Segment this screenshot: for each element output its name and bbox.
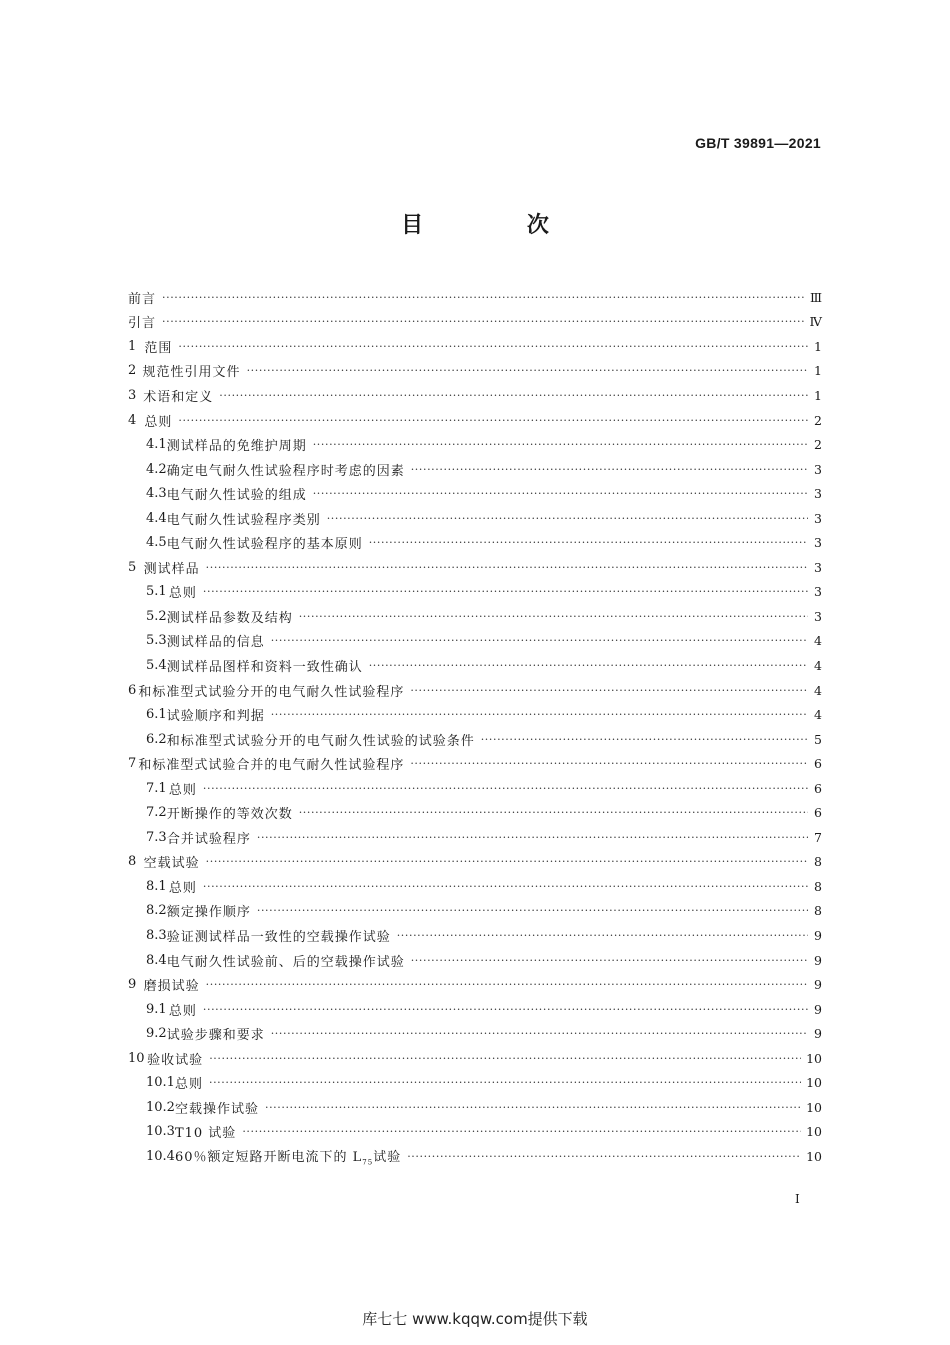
toc-entry-number: 9	[128, 977, 137, 993]
dot-leader	[313, 487, 808, 500]
toc-entry-title: 验证测试样品一致性的空载操作试验	[166, 929, 391, 945]
toc-entry[interactable]	[128, 629, 822, 654]
dot-leader	[407, 1150, 801, 1163]
toc-entry-number: 10.3	[146, 1124, 175, 1140]
toc-entry[interactable]	[128, 1071, 822, 1096]
toc-entry[interactable]	[128, 1046, 822, 1071]
toc-entry-number: 8.1	[146, 878, 167, 894]
toc-entry-number: 10	[128, 1050, 145, 1066]
dot-leader	[162, 315, 804, 328]
toc-entry[interactable]	[128, 580, 822, 605]
toc-entry-title: 引言	[128, 316, 157, 332]
toc-entry-number: 6.2	[146, 731, 167, 747]
toc-entry-title: 空载试验	[143, 856, 200, 872]
toc-entry-number: 4.2	[146, 461, 167, 477]
toc-entry-number: 10.1	[146, 1075, 175, 1091]
toc-entry[interactable]	[128, 359, 822, 384]
toc-entry-number: 3	[128, 387, 137, 403]
toc-entry-title: 前言	[128, 291, 157, 307]
toc-entry-title: 和标准型式试验分开的电气耐久性试验的试验条件	[166, 733, 475, 749]
toc-entry[interactable]	[128, 850, 822, 875]
toc-entry-number: 5.1	[146, 584, 167, 600]
toc-entry-page: 10	[806, 1148, 822, 1164]
toc-entry-title: 测试样品的信息	[166, 635, 265, 651]
toc-entry-page: 4	[814, 633, 822, 649]
toc-entry-number: 10.4	[146, 1148, 175, 1164]
toc-entry[interactable]	[128, 997, 822, 1022]
toc-entry-title: 总则	[174, 1077, 203, 1093]
toc-entry[interactable]	[128, 1144, 822, 1169]
page-number: I	[795, 1192, 800, 1206]
toc-entry-title: 电气耐久性试验前、后的空载操作试验	[166, 954, 405, 970]
toc-entry-title: T10 试验	[174, 1126, 237, 1142]
toc-entry-title: 和标准型式试验分开的电气耐久性试验程序	[138, 684, 405, 700]
toc-entry-number: 8.4	[146, 952, 167, 968]
dot-leader	[203, 585, 808, 598]
toc-entry-page: 1	[814, 363, 822, 379]
toc-entry[interactable]	[128, 776, 822, 801]
toc-entry-page: 8	[814, 878, 822, 894]
dot-leader	[257, 831, 808, 844]
dot-leader	[178, 340, 808, 353]
toc-entry-page: 3	[814, 584, 822, 600]
toc-entry-number: 8.2	[146, 903, 167, 919]
toc-entry-page: 9	[814, 952, 822, 968]
download-watermark: 库七七 www.kqqw.com提供下载	[362, 1310, 588, 1328]
toc-entry-page: 9	[814, 1001, 822, 1017]
toc-entry[interactable]	[128, 432, 822, 457]
toc-entry-number: 5.4	[146, 657, 167, 673]
toc-entry-page: 1	[814, 387, 822, 403]
toc-entry-page: 3	[814, 559, 822, 575]
toc-entry-title: 总则	[144, 414, 173, 430]
toc-entry-number: 7.3	[146, 829, 167, 845]
toc-entry-page: 10	[806, 1099, 822, 1115]
dot-leader	[411, 463, 808, 476]
toc-entry-title: 总则	[168, 880, 197, 896]
toc-entry-number: 7	[128, 756, 137, 772]
toc-entry-page: 6	[814, 780, 822, 796]
dot-leader	[397, 929, 808, 942]
dot-leader	[242, 1125, 801, 1138]
toc-entry[interactable]	[128, 383, 822, 408]
toc-entry[interactable]	[128, 874, 822, 899]
dot-leader	[313, 438, 808, 451]
dot-leader	[265, 1101, 801, 1114]
toc-entry-title: 总则	[168, 586, 197, 602]
toc-entry[interactable]	[128, 727, 822, 752]
toc-entry-title: 电气耐久性试验的组成	[166, 488, 307, 504]
dot-leader	[219, 389, 808, 402]
toc-entry[interactable]	[128, 825, 822, 850]
toc-entry[interactable]	[128, 408, 822, 433]
toc-entry-title: 开断操作的等效次数	[166, 807, 293, 823]
page-title: 目 次	[401, 213, 597, 238]
toc-entry-page: 9	[814, 1026, 822, 1042]
toc-entry-page: 6	[814, 805, 822, 821]
toc-entry[interactable]	[128, 800, 822, 825]
toc-entry[interactable]	[128, 948, 822, 973]
toc-entry-page: Ⅳ	[809, 314, 822, 330]
toc-entry-page: 3	[814, 486, 822, 502]
toc-entry-number: 7.1	[146, 780, 167, 796]
dot-leader	[203, 1003, 808, 1016]
dot-leader	[411, 954, 808, 967]
toc-entry-number: 6	[128, 682, 137, 698]
dot-leader	[481, 733, 808, 746]
toc-entry[interactable]	[128, 1095, 822, 1120]
toc-entry[interactable]	[128, 555, 822, 580]
toc-entry-number: 6.1	[146, 707, 167, 723]
toc-entry-number: 4.1	[146, 437, 167, 453]
toc-entry[interactable]	[128, 751, 822, 776]
toc-entry-title: 试验步骤和要求	[166, 1028, 265, 1044]
toc-entry-number: 8	[128, 854, 137, 870]
toc-entry[interactable]	[128, 899, 822, 924]
toc-entry-number: 5.3	[146, 633, 167, 649]
toc-entry-page: 10	[806, 1075, 822, 1091]
toc-entry-number: 4.5	[146, 535, 167, 551]
toc-entry[interactable]	[128, 530, 822, 555]
toc-entry-title: 试验顺序和判据	[166, 709, 265, 725]
dot-leader	[299, 806, 808, 819]
toc-entry-page: 4	[814, 657, 822, 673]
toc-entry[interactable]	[128, 334, 822, 359]
toc-entry-page: 8	[814, 903, 822, 919]
dot-leader	[162, 291, 805, 304]
toc-entry-page: 8	[814, 854, 822, 870]
toc-entry-title: 电气耐久性试验程序的基本原则	[166, 537, 363, 553]
dot-leader	[206, 855, 808, 868]
toc-entry-title: 合并试验程序	[166, 831, 251, 847]
toc-entry-title: 额定操作顺序	[166, 905, 251, 921]
toc-entry-page: 4	[814, 707, 822, 723]
toc-entry-number: 4	[128, 412, 137, 428]
toc-entry-title: 空载操作试验	[174, 1101, 259, 1117]
toc-entry-number: 1	[128, 338, 137, 354]
toc-entry-page: 10	[806, 1050, 822, 1066]
toc-entry-page: 3	[814, 535, 822, 551]
toc-entry-title: 测试样品图样和资料一致性确认	[166, 659, 363, 675]
toc-entry[interactable]	[128, 972, 822, 997]
toc-entry-page: 5	[814, 731, 822, 747]
toc-entry-title: 测试样品的免维护周期	[166, 439, 307, 455]
toc-entry-page: 3	[814, 608, 822, 624]
dot-leader	[410, 684, 808, 697]
toc-entry-title: 验收试验	[147, 1052, 204, 1068]
toc-entry[interactable]	[128, 285, 822, 310]
toc-entry-number: 4.3	[146, 486, 167, 502]
toc-entry-page: 4	[814, 682, 822, 698]
dot-leader	[178, 414, 808, 427]
toc-entry[interactable]	[128, 702, 822, 727]
dot-leader	[247, 364, 808, 377]
toc-entry-number: 5	[128, 559, 137, 575]
toc-entry[interactable]	[128, 457, 822, 482]
dot-leader	[410, 757, 808, 770]
toc-entry[interactable]	[128, 1120, 822, 1145]
dot-leader	[203, 880, 808, 893]
toc-entry-number: 8.3	[146, 927, 167, 943]
table-of-contents	[128, 285, 822, 1169]
dot-leader	[206, 561, 808, 574]
toc-entry-title: 测试样品	[143, 561, 200, 577]
toc-entry-title: 电气耐久性试验程序类别	[166, 512, 321, 528]
dot-leader	[203, 782, 808, 795]
toc-entry-page: 3	[814, 510, 822, 526]
toc-entry-number: 10.2	[146, 1099, 175, 1115]
toc-entry-page: Ⅲ	[809, 289, 822, 305]
dot-leader	[369, 659, 808, 672]
dot-leader	[369, 536, 808, 549]
dot-leader	[271, 708, 808, 721]
dot-leader	[271, 634, 808, 647]
toc-entry-subscript: 75	[362, 1158, 374, 1167]
toc-entry-page: 1	[814, 338, 822, 354]
toc-entry-title: 60％额定短路开断电流下的 $L_{75}$试验	[174, 1150, 402, 1167]
toc-entry-title: 规范性引用文件	[142, 365, 241, 381]
standard-code: GB/T 39891—2021	[695, 135, 821, 151]
toc-entry-title: 术语和定义	[143, 389, 214, 405]
toc-entry[interactable]	[128, 481, 822, 506]
toc-entry-number: 5.2	[146, 608, 167, 624]
toc-entry-number: 7.2	[146, 805, 167, 821]
toc-entry-title: 总则	[168, 782, 197, 798]
toc-entry-page: 7	[814, 829, 822, 845]
toc-entry[interactable]	[128, 678, 822, 703]
toc-entry-page: 3	[814, 461, 822, 477]
toc-entry-title: 总则	[168, 1003, 197, 1019]
toc-entry-page: 6	[814, 756, 822, 772]
toc-entry[interactable]	[128, 1021, 822, 1046]
toc-entry-number: 9.1	[146, 1001, 167, 1017]
toc-entry-title: 和标准型式试验合并的电气耐久性试验程序	[138, 758, 405, 774]
toc-entry[interactable]	[128, 923, 822, 948]
toc-entry-title: 测试样品参数及结构	[166, 610, 293, 626]
toc-entry-page: 10	[806, 1124, 822, 1140]
toc-entry-title: 确定电气耐久性试验程序时考虑的因素	[166, 463, 405, 479]
toc-entry-title: 范围	[144, 340, 173, 356]
dot-leader	[209, 1076, 801, 1089]
toc-entry-page: 9	[814, 977, 822, 993]
dot-leader	[327, 512, 808, 525]
dot-leader	[299, 610, 808, 623]
toc-entry[interactable]	[128, 653, 822, 678]
toc-entry-number: 2	[128, 363, 137, 379]
toc-entry-title: 磨损试验	[143, 979, 200, 995]
toc-entry-page: 9	[814, 927, 822, 943]
dot-leader	[271, 1027, 808, 1040]
dot-leader	[257, 904, 808, 917]
toc-entry[interactable]	[128, 310, 822, 335]
toc-entry-number: 9.2	[146, 1026, 167, 1042]
dot-leader	[206, 978, 808, 991]
toc-entry[interactable]	[128, 604, 822, 629]
toc-entry-number: 4.4	[146, 510, 167, 526]
toc-entry-page: 2	[814, 412, 822, 428]
toc-entry-page: 2	[814, 437, 822, 453]
dot-leader	[209, 1052, 801, 1065]
toc-entry[interactable]	[128, 506, 822, 531]
